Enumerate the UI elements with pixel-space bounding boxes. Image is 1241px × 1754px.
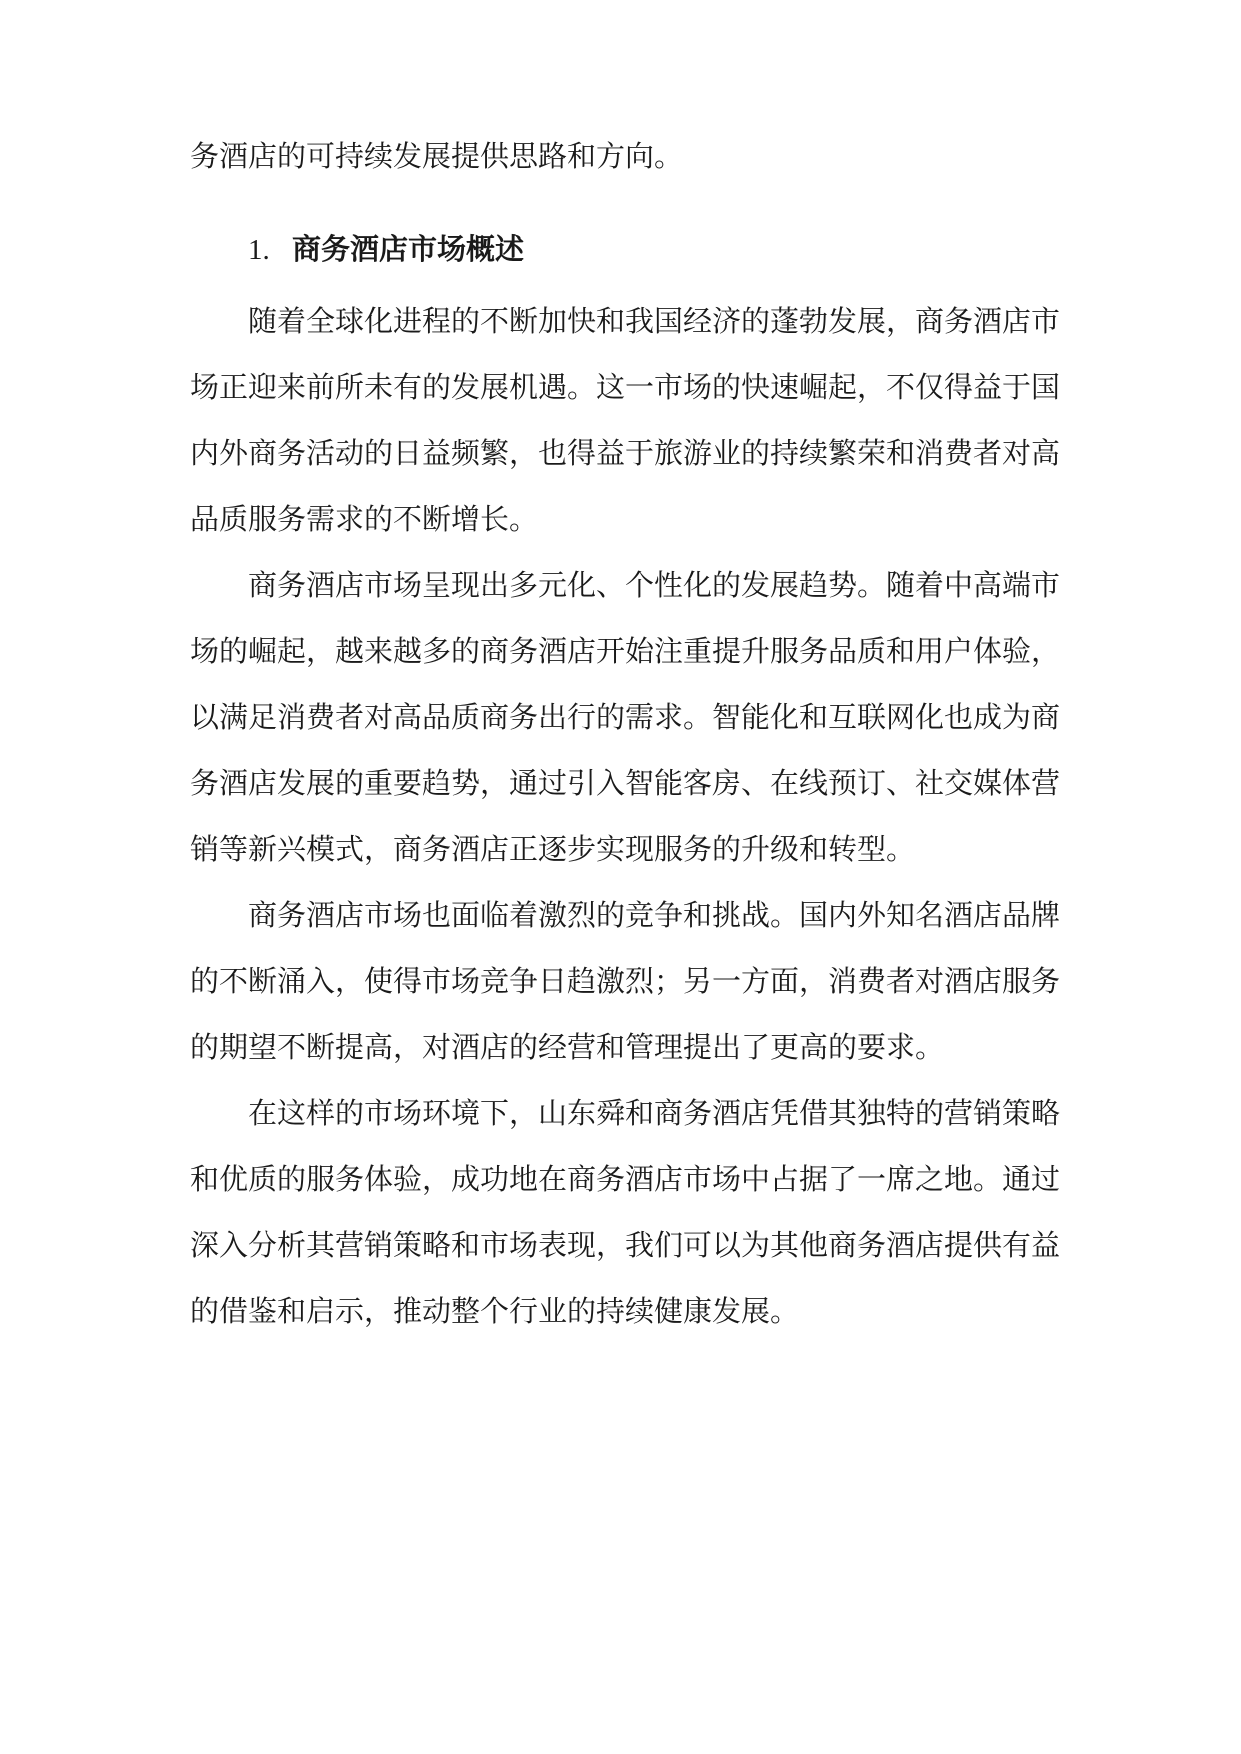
paragraph-line: 的期望不断提高，对酒店的经营和管理提出了更高的要求。 — [190, 1030, 945, 1064]
paragraph-line: 场正迎来前所未有的发展机遇。这一市场的快速崛起，不仅得益于国 — [190, 370, 1061, 404]
paragraph-line: 深入分析其营销策略和市场表现，我们可以为其他商务酒店提供有益 — [190, 1228, 1061, 1262]
paragraph-line: 随着全球化进程的不断加快和我国经济的蓬勃发展，商务酒店市 — [248, 304, 1061, 338]
paragraph-line: 务酒店的可持续发展提供思路和方向。 — [190, 139, 684, 173]
section-heading — [248, 232, 524, 267]
paragraph-line: 商务酒店市场呈现出多元化、个性化的发展趋势。随着中高端市 — [248, 568, 1061, 602]
paragraph-line: 在这样的市场环境下，山东舜和商务酒店凭借其独特的营销策略 — [248, 1096, 1061, 1130]
heading-title: 商务酒店市场概述 — [292, 232, 525, 266]
paragraph-line: 内外商务活动的日益频繁，也得益于旅游业的持续繁荣和消费者对高 — [190, 436, 1061, 470]
paragraph-line: 的不断涌入，使得市场竞争日趋激烈；另一方面，消费者对酒店服务 — [190, 964, 1061, 998]
paragraph-line: 商务酒店市场也面临着激烈的竞争和挑战。国内外知名酒店品牌 — [248, 898, 1061, 932]
paragraph-line: 销等新兴模式，商务酒店正逐步实现服务的升级和转型。 — [190, 832, 916, 866]
paragraph-line: 品质服务需求的不断增长。 — [190, 502, 539, 536]
paragraph-line: 的借鉴和启示，推动整个行业的持续健康发展。 — [190, 1294, 800, 1328]
paragraph-line: 和优质的服务体验，成功地在商务酒店市场中占据了一席之地。通过 — [190, 1162, 1061, 1196]
paragraph-line: 务酒店发展的重要趋势，通过引入智能客房、在线预订、社交媒体营 — [190, 766, 1061, 800]
paragraph-line: 场的崛起，越来越多的商务酒店开始注重提升服务品质和用户体验， — [190, 634, 1061, 668]
paragraph-line: 以满足消费者对高品质商务出行的需求。智能化和互联网化也成为商 — [190, 700, 1061, 734]
heading-number: 1. — [248, 234, 270, 266]
